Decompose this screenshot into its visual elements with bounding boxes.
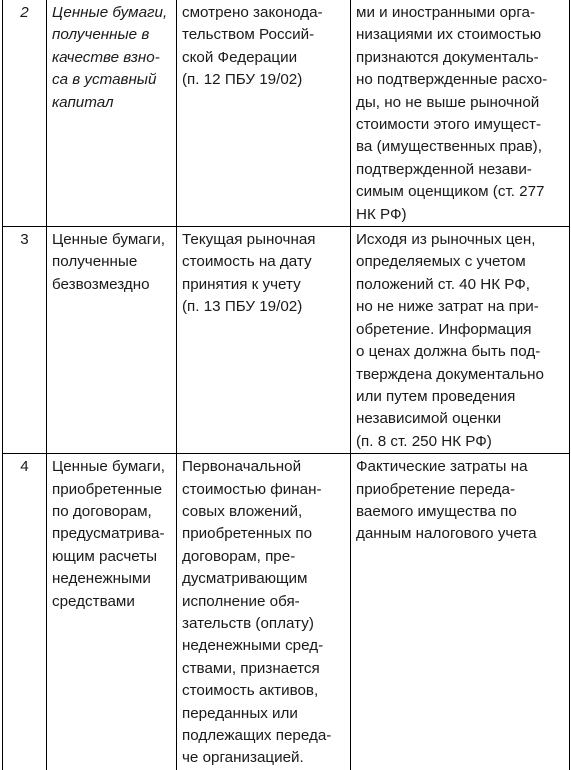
security-type-line: полученные в bbox=[52, 26, 150, 44]
tax-valuation-line: ды, но не выше рыночной bbox=[356, 93, 540, 111]
row-number: 3 bbox=[20, 231, 29, 249]
row-number-cell bbox=[3, 454, 47, 770]
accounting-valuation-line: подлежащих переда- bbox=[182, 727, 332, 744]
tax-valuation-line: стоимости этого имущест- bbox=[356, 116, 542, 134]
accounting-valuation-line: тельством Россий- bbox=[182, 26, 315, 44]
tax-valuation-line: ми и иностранными орга- bbox=[356, 4, 536, 21]
accounting-valuation-line: приобретенных по bbox=[182, 525, 313, 543]
tax-valuation-line: низациями их стоимостью bbox=[356, 26, 542, 44]
security-type-line: Ценные бумаги, bbox=[52, 458, 165, 476]
tax-valuation-line: определяемых с учетом bbox=[356, 253, 526, 271]
row-number: 4 bbox=[20, 458, 29, 476]
security-type-cell bbox=[47, 0, 177, 227]
security-type-cell bbox=[47, 227, 177, 454]
tax-valuation-cell bbox=[351, 0, 570, 227]
accounting-valuation-line: Первоначальной bbox=[182, 458, 302, 476]
row-number-cell bbox=[3, 227, 47, 454]
tax-valuation-line: но не ниже затрат на при- bbox=[356, 298, 539, 316]
tax-valuation-line: ва (имущественных прав), bbox=[356, 138, 542, 156]
accounting-valuation-line: стоимость активов, bbox=[182, 682, 319, 700]
accounting-valuation-line: неденежными сред- bbox=[182, 637, 324, 655]
accounting-valuation-line: ской Федерации bbox=[182, 48, 298, 66]
tax-valuation-line: положений ст. 40 НК РФ, bbox=[356, 275, 531, 293]
tax-valuation-line: приобретение переда- bbox=[356, 480, 516, 498]
tax-valuation-line: Фактические затраты на bbox=[356, 458, 528, 476]
accounting-valuation-line: договорам, пре- bbox=[182, 547, 296, 565]
accounting-valuation-line: че организацией. bbox=[182, 749, 304, 767]
tax-valuation-cell bbox=[351, 227, 570, 454]
security-type-line: полученные bbox=[52, 253, 138, 271]
security-type-line: приобретенные bbox=[52, 480, 163, 498]
security-type-line: Ценные бумаги, bbox=[52, 231, 165, 249]
tax-valuation-line: подтвержденной незави- bbox=[356, 160, 532, 178]
security-type-line: капитал bbox=[52, 93, 114, 111]
tax-valuation-cell bbox=[351, 454, 570, 770]
table-row bbox=[3, 454, 570, 770]
tax-valuation-line: Исходя из рыночных цен, bbox=[356, 231, 536, 249]
security-type-line: по договорам, bbox=[52, 502, 152, 520]
tax-valuation-line: (п. 8 ст. 250 НК РФ) bbox=[356, 432, 492, 450]
security-type-cell bbox=[47, 454, 177, 770]
accounting-valuation-cell bbox=[177, 227, 351, 454]
row-number-cell bbox=[3, 0, 47, 227]
row-number: 2 bbox=[20, 4, 29, 21]
accounting-valuation-line: стоимость на дату bbox=[182, 253, 312, 271]
tax-valuation-line: симым оценщиком (ст. 277 bbox=[356, 183, 545, 201]
accounting-valuation-line: ствами, признается bbox=[182, 659, 320, 677]
tax-valuation-line: признаются документаль- bbox=[356, 48, 539, 66]
tax-valuation-line: обретение. Информация bbox=[356, 320, 532, 338]
accounting-valuation-line: совых вложений, bbox=[182, 502, 303, 520]
tax-valuation-line: но подтвержденные расхо- bbox=[356, 71, 548, 89]
table-row bbox=[3, 227, 570, 454]
accounting-valuation-line: зательств (оплату) bbox=[182, 614, 314, 632]
security-type-line: ющим расчеты bbox=[52, 547, 158, 565]
tax-valuation-line: независимой оценки bbox=[356, 410, 502, 428]
securities-valuation-table bbox=[2, 0, 570, 770]
tax-valuation-line: или путем проведения bbox=[356, 387, 516, 405]
table-body bbox=[3, 0, 570, 770]
tax-valuation-line: ваемого имущества по bbox=[356, 502, 517, 520]
accounting-valuation-line: исполнение обя- bbox=[182, 592, 300, 610]
security-type-line: качестве взно- bbox=[52, 48, 160, 66]
accounting-valuation-cell bbox=[177, 0, 351, 227]
tax-valuation-line: о ценах должна быть под- bbox=[356, 343, 541, 361]
security-type-line: безвозмездно bbox=[52, 275, 150, 293]
security-type-line: средствами bbox=[52, 592, 135, 610]
tax-valuation-line: тверждена документально bbox=[356, 365, 544, 383]
security-type-line: неденежными bbox=[52, 570, 151, 588]
security-type-line: предусматрива- bbox=[52, 525, 165, 543]
table-row bbox=[3, 0, 570, 227]
accounting-valuation-line: переданных или bbox=[182, 704, 298, 722]
security-type-line: Ценные бумаги, bbox=[52, 4, 168, 21]
accounting-valuation-cell bbox=[177, 454, 351, 770]
accounting-valuation-line: (п. 13 ПБУ 19/02) bbox=[182, 298, 303, 316]
tax-valuation-line: НК РФ) bbox=[356, 205, 407, 223]
tax-valuation-line: данным налогового учета bbox=[356, 525, 537, 543]
accounting-valuation-line: дусматривающим bbox=[182, 570, 308, 588]
accounting-valuation-line: принятия к учету bbox=[182, 275, 301, 293]
accounting-valuation-line: (п. 12 ПБУ 19/02) bbox=[182, 71, 303, 89]
accounting-valuation-line: смотрено законода- bbox=[182, 4, 323, 21]
security-type-line: са в уставный bbox=[52, 71, 157, 89]
accounting-valuation-line: Текущая рыночная bbox=[182, 231, 316, 249]
accounting-valuation-line: стоимостью финан- bbox=[182, 480, 322, 498]
